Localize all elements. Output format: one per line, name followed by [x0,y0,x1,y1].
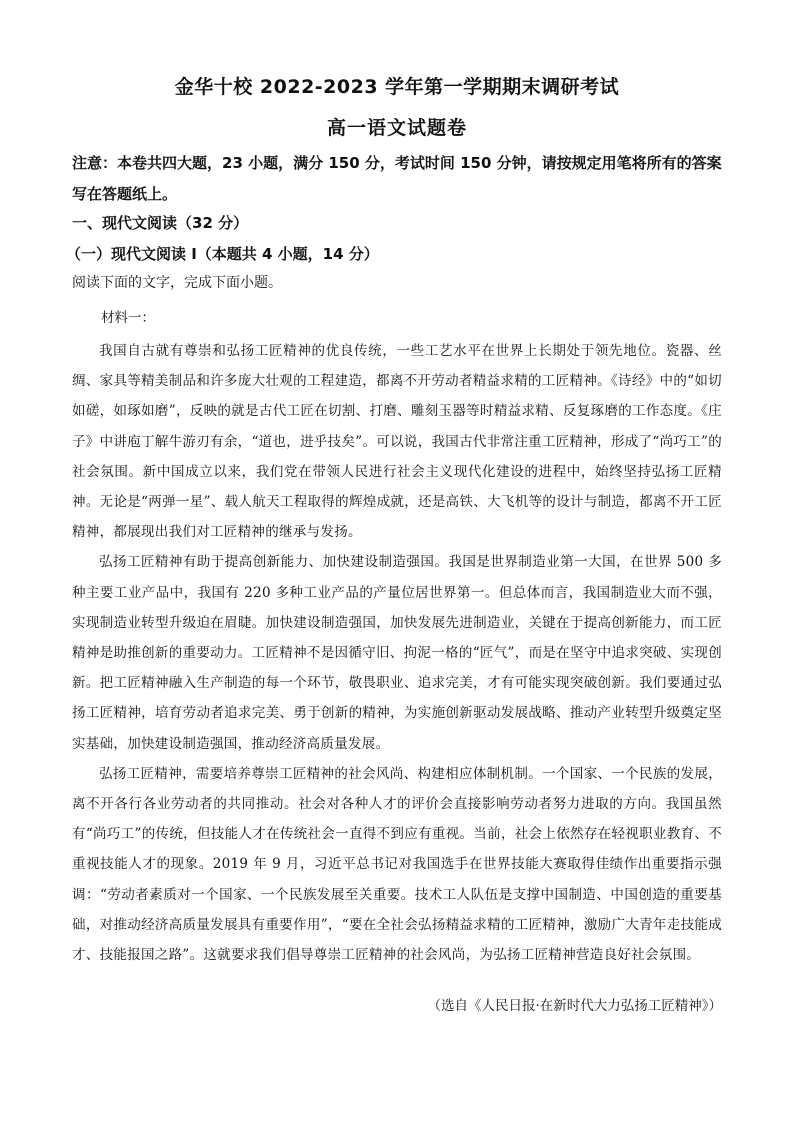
paragraph-2: 弘扬工匠精神有助于提高创新能力、加快建设制造强国。我国是世界制造业第一大国，在世界 500 多种主要工业产品中，我国有 220 多种工业产品的产量位居世界第一。但总体而言，我国制造业大而不强，实现制造业转型升级迫在眉睫。加快建设制造强国，加快发展先进制造业，关键在于提高创新能力，而工匠精神是助推创新的重要动力。工匠精神不是因循守旧、拘泥一格的“匠气”，而是在坚守中追求突破、实现创新。把工匠精神融入生产制造的每一个环节，敬畏职业、追求完美，才有可能实现突破创新。我们要通过弘扬工匠精神，培育劳动者追求完美、勇于创新的精神，为实施创新驱动发展战略、推动产业转型升级奠定坚实基础，加快建设制造强国，推动经济高质量发展。 [72,554,722,752]
section-heading: 一、现代文阅读（32 分） [72,214,249,232]
source-citation: （选自《人民日报·在新时代大力弘扬工匠精神》） [427,998,722,1014]
material-label: 材料一： [101,310,155,326]
material-body [72,336,722,970]
paragraph-3: 弘扬工匠精神，需要培养尊崇工匠精神的社会风尚、构建相应体制机制。一个国家、一个民族的发展，离不开各行各业劳动者的共同推动。社会对各种人才的评价会直接影响劳动者努力进取的方向。我国虽然有“尚巧工”的传统，但技能人才在传统社会一直得不到应有重视。当前，社会上依然存在轻视职业教育、不重视技能人才的现象。2019 年 9 月，习近平总书记对我国选手在世界技能大赛取得佳绩作出重要指示强调：“劳动者素质对一个国家、一个民族发展至关重要。技术工人队伍是支撑中国制造、中国创造的重要基础，对推动经济高质量发展具有重要作用”，“要在全社会弘扬精益求精的工匠精神，激励广大青年走技能成才、技能报国之路”。这就要求我们倡导尊崇工匠精神的社会风尚，为弘扬工匠精神营造良好社会氛围。 [72,765,722,964]
reading-instruction: 阅读下面的文字，完成下面小题。 [72,275,282,291]
exam-notice: 注意：本卷共四大题，23 小题，满分 150 分，考试时间 150 分钟，请按规定用笔将所有的答案写在答题纸上。 [72,154,722,203]
exam-title: 金华十校 2022-2023 学年第一学期期末调研考试 [174,76,620,98]
paragraph-1: 我国自古就有尊崇和弘扬工匠精神的优良传统，一些工艺水平在世界上长期处于领先地位。瓷器、丝绸、家具等精美制品和许多庞大壮观的工程建造，都离不开劳动者精益求精的工匠精神。《诗经》中的“如切如磋，如琢如磨”，反映的就是古代工匠在切割、打磨、雕刻玉器等时精益求精、反复琢磨的工作态度。《庄子》中讲庖丁解牛游刃有余，“道也，进乎技矣”。可以说，我国古代非常注重工匠精神，形成了“尚巧工”的社会氛围。新中国成立以来，我们党在带领人民进行社会主义现代化建设的进程中，始终坚持弘扬工匠精神。无论是“两弹一星”、载人航天工程取得的辉煌成就，还是高铁、大飞机等的设计与制造，都离不开工匠精神，都展现出我们对工匠精神的继承与发扬。 [72,343,722,541]
subsection-heading: （一）现代文阅读 I（本题共 4 小题，14 分） [66,245,379,263]
exam-subtitle: 高一语文试题卷 [326,117,467,139]
